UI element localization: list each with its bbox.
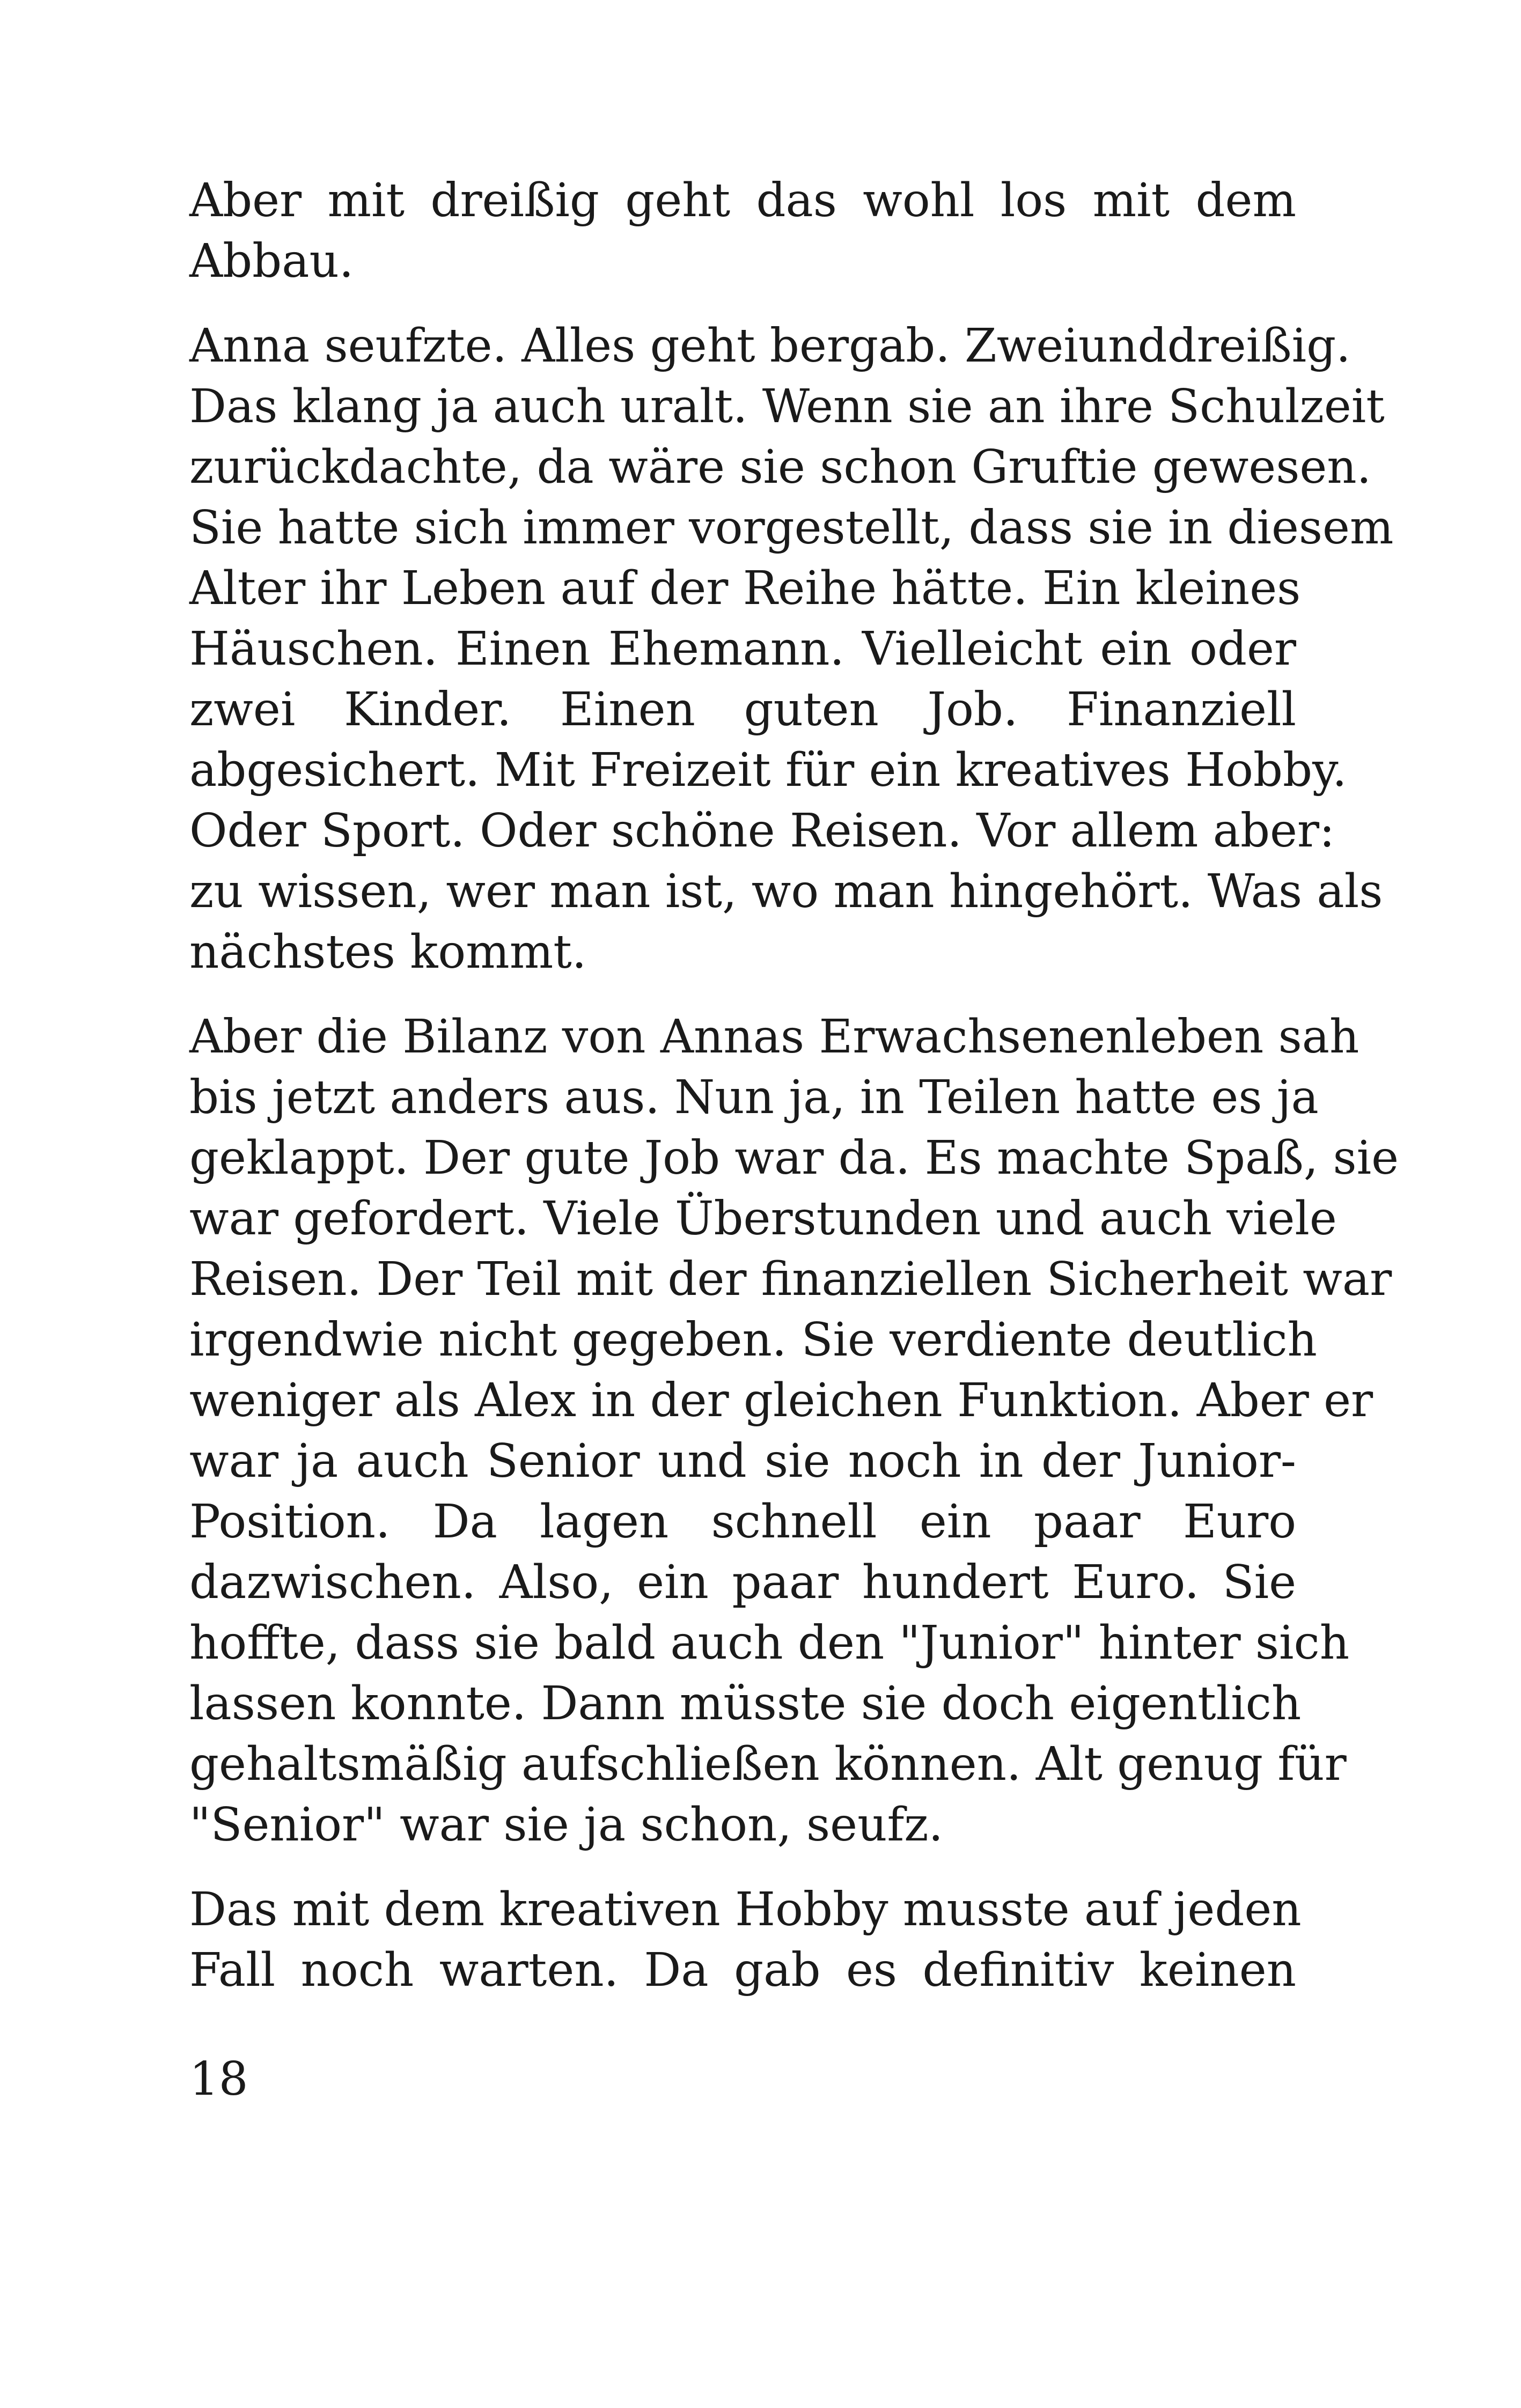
text-line: zurückdachte, da wäre sie schon Gruftie gewesen. <box>189 440 1371 494</box>
text-line: Aber die Bilanz von Annas Erwachsenenleben sah <box>189 1010 1360 1064</box>
text-line: lassen konnte. Dann müsste sie doch eigentlich <box>189 1677 1302 1730</box>
paragraph-2 <box>189 316 1394 983</box>
text-line: abgesichert. Mit Freizeit für ein kreatives Hobby. <box>189 743 1347 797</box>
paragraph-1 <box>189 171 1296 292</box>
text-line: war ja auch Senior und sie noch in der Junior- <box>189 1434 1296 1488</box>
paragraph-4 <box>189 1880 1302 2001</box>
text-line: Sie hatte sich immer vorgestellt, dass sie in diesem <box>189 501 1394 555</box>
text-line: weniger als Alex in der gleichen Funktion. Aber er <box>189 1374 1373 1427</box>
text-line: dazwischen. Also, ein paar hundert Euro. Sie <box>189 1556 1296 1609</box>
text-line: Fall noch warten. Da gab es definitiv keinen <box>189 1943 1296 1997</box>
text-line: Das klang ja auch uralt. Wenn sie an ihre Schulzeit <box>189 380 1385 433</box>
paragraph-3 <box>189 1007 1399 1855</box>
text-line: Das mit dem kreativen Hobby musste auf jeden <box>189 1883 1302 1936</box>
text-line: zwei Kinder. Einen guten Job. Finanziell <box>189 683 1296 737</box>
text-line: irgendwie nicht gegeben. Sie verdiente deutlich <box>189 1313 1317 1367</box>
text-line: zu wissen, wer man ist, wo man hingehört. Was als <box>189 865 1383 918</box>
text-line: nächstes kommt. <box>189 925 587 979</box>
text-line: "Senior" war sie ja schon, seufz. <box>189 1798 943 1852</box>
body-text <box>189 171 1399 2001</box>
text-line: gehaltsmäßig aufschließen können. Alt genug für <box>189 1737 1347 1791</box>
text-line: bis jetzt anders aus. Nun ja, in Teilen hatte es ja <box>189 1071 1319 1124</box>
text-line: hoffte, dass sie bald auch den "Junior" hinter sich <box>189 1616 1350 1670</box>
text-line: Alter ihr Leben auf der Reihe hätte. Ein kleines <box>189 562 1301 615</box>
text-line: Aber mit dreißig geht das wohl los mit dem <box>189 174 1296 227</box>
page-number: 18 <box>189 2052 248 2106</box>
text-line: Häuschen. Einen Ehemann. Vielleicht ein oder <box>189 622 1296 676</box>
text-line: geklappt. Der gute Job war da. Es machte Spaß, sie <box>189 1131 1399 1185</box>
text-line: war gefordert. Viele Überstunden und auch viele <box>189 1192 1337 1246</box>
text-line: Position. Da lagen schnell ein paar Euro <box>189 1495 1296 1549</box>
text-line: Reisen. Der Teil mit der finanziellen Sicherheit war <box>189 1253 1392 1306</box>
text-line: Abbau. <box>189 234 354 288</box>
text-line: Oder Sport. Oder schöne Reisen. Vor allem aber: <box>189 804 1335 858</box>
text-line: Anna seufzte. Alles geht bergab. Zweiunddreißig. <box>189 319 1351 373</box>
